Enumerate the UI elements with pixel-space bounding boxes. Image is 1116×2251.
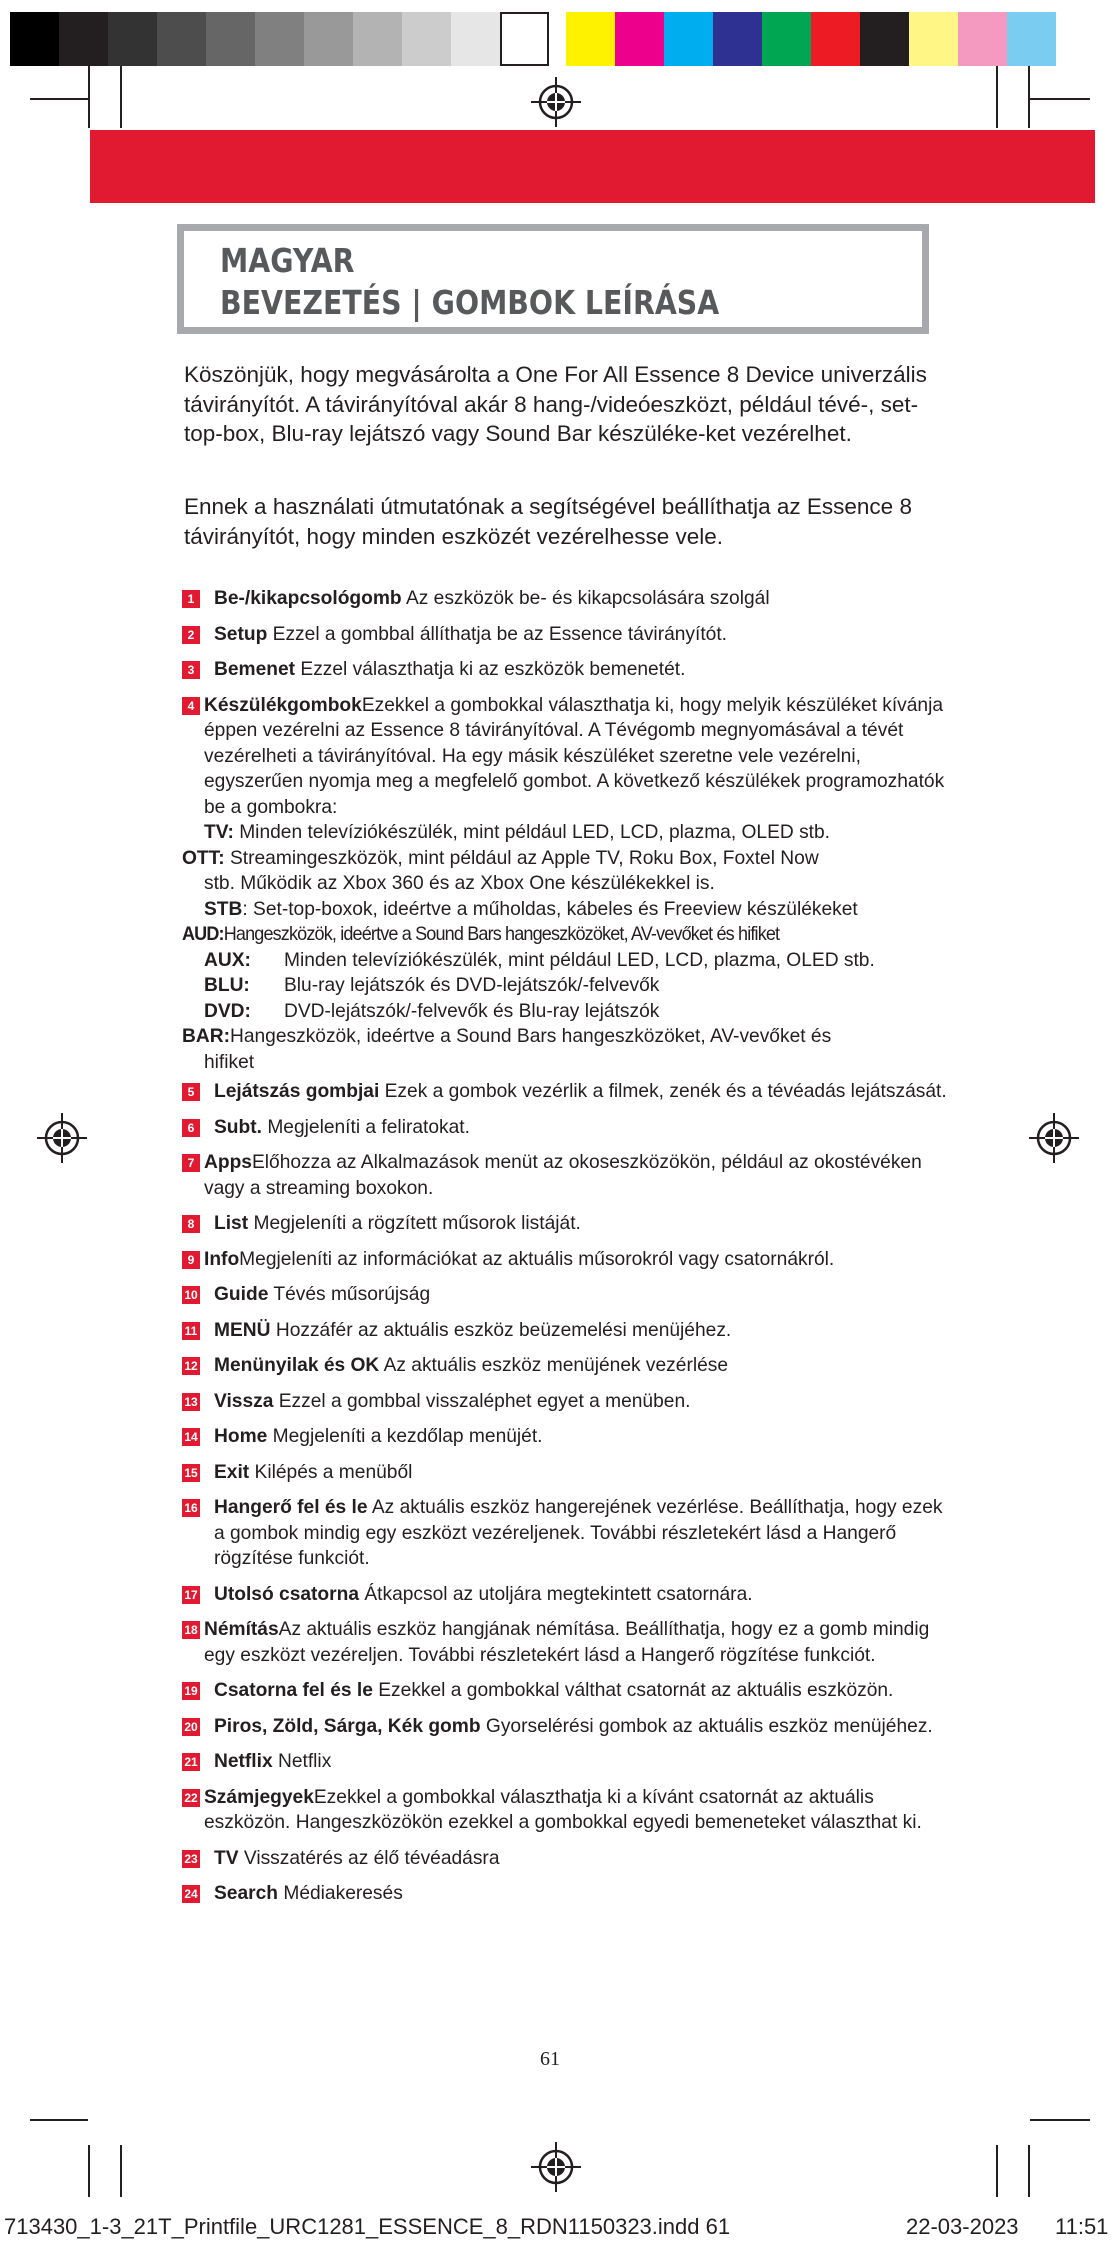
- color-swatch: [500, 12, 549, 66]
- item-desc: Átkapcsol az utoljára megtekintett csatornára.: [364, 1583, 753, 1605]
- crop-mark: [996, 66, 998, 128]
- item-name: MENÜ: [214, 1319, 271, 1341]
- item-desc: Előhozza az Alkalmazások menüt az okoseszközökön, például az okostévéken vagy a streaming boxokon.: [204, 1152, 922, 1199]
- item-name: Piros, Zöld, Sárga, Kék gomb: [214, 1715, 481, 1737]
- list-item: [182, 1460, 952, 1486]
- list-item: [182, 1749, 952, 1775]
- list-item: [182, 1714, 952, 1740]
- item-number: 6: [182, 1119, 200, 1137]
- color-swatch: [811, 12, 860, 66]
- item-desc: Hozzáfér az aktuális eszköz beüzemelési menüjéhez.: [275, 1319, 732, 1341]
- item-number: 14: [182, 1428, 200, 1446]
- item-name: Be-/kikapcsológomb: [214, 588, 402, 609]
- item-number: 13: [182, 1393, 200, 1411]
- list-item: [182, 622, 952, 648]
- item-name: Némítás: [204, 1619, 279, 1640]
- item-name: Csatorna fel és le: [214, 1680, 373, 1701]
- color-swatch: [353, 12, 402, 66]
- item-number: 2: [182, 626, 200, 644]
- item-number: 10: [182, 1286, 200, 1304]
- list-item: [182, 693, 952, 1076]
- item-desc: Megjeleníti az információkat az aktuális műsorokról vagy csatornákról.: [239, 1248, 835, 1270]
- crop-mark: [120, 2145, 122, 2197]
- accent-band: [90, 130, 1095, 203]
- item-desc: Megjeleníti a rögzített műsorok listáját.: [253, 1213, 581, 1234]
- device-row: DVD: DVD-lejátszók/-felvevők és Blu-ray lejátszók: [204, 1000, 660, 1022]
- intro-paragraph: Ennek a használati útmutatónak a segítségével beállíthatja az Essence 8 távirányítót, hogy minden eszközét vezérelhesse vele.: [184, 494, 912, 549]
- crop-mark: [1030, 2119, 1090, 2121]
- item-number: 19: [182, 1682, 200, 1700]
- item-name: TV: [214, 1847, 239, 1869]
- list-item: [182, 1247, 952, 1273]
- list-item: [182, 657, 952, 683]
- item-desc: Megjeleníti a kezdőlap menüjét.: [272, 1426, 543, 1447]
- item-name: Készülékgombok: [204, 694, 362, 716]
- item-name: Home: [214, 1426, 268, 1447]
- item-number: 9: [182, 1251, 200, 1269]
- item-number: 23: [182, 1850, 200, 1868]
- color-swatch: [1007, 12, 1056, 66]
- color-swatch: [762, 12, 811, 66]
- item-name: Számjegyek: [204, 1786, 314, 1808]
- item-number: 7: [182, 1154, 200, 1172]
- crop-mark: [1028, 66, 1030, 128]
- color-swatch: [860, 12, 909, 66]
- item-desc: Ezek a gombok vezérlik a filmek, zenék és a tévéadás lejátszását.: [384, 1081, 947, 1102]
- item-name: Bemenet: [214, 659, 296, 680]
- item-desc: Ezekkel a gombokkal válthat csatornát az aktuális eszközön.: [378, 1680, 894, 1701]
- item-number: 3: [182, 661, 200, 679]
- grayscale-color-bar: [10, 12, 549, 66]
- crop-mark: [30, 98, 88, 100]
- item-desc: Tévés műsorújság: [273, 1284, 431, 1305]
- color-swatch: [59, 12, 108, 66]
- item-name: Search: [214, 1883, 278, 1904]
- device-row: OTT: Streamingeszközök, mint például az Apple TV, Roku Box, Foxtel Now: [182, 847, 819, 869]
- registration-mark-icon: [1029, 1113, 1079, 1163]
- color-swatch: [451, 12, 500, 66]
- item-desc: Ezzel választhatja ki az eszközök bemenetét.: [300, 659, 686, 680]
- item-desc: Médiakeresés: [283, 1883, 403, 1904]
- section-title-box: [177, 224, 929, 334]
- item-desc: Ezzel a gombbal állíthatja be az Essence távirányítót.: [272, 623, 728, 645]
- crop-mark: [1028, 2145, 1030, 2197]
- color-swatch: [157, 12, 206, 66]
- item-desc: Netflix: [277, 1751, 332, 1772]
- device-row: BLU: Blu-ray lejátszók és DVD-lejátszók/-felvevők: [204, 975, 660, 996]
- list-item: [182, 1785, 952, 1836]
- item-name: Info: [204, 1248, 240, 1270]
- item-number: 20: [182, 1718, 200, 1736]
- item-name: Lejátszás gombjai: [214, 1081, 380, 1102]
- device-row: BAR:Hangeszközök, ideértve a Sound Bars hangeszközöket, AV-vevőket és: [182, 1026, 832, 1047]
- color-swatch: [10, 12, 59, 66]
- intro-paragraph: Köszönjük, hogy megvásárolta a One For All Essence 8 Device univerzális távirányítót. A távirányítóval akár 8 hang-/videóeszközt, például tévé-, set-top-box, Blu-ray lejátszó vagy Sound Bar készüléke-ket vezérelhet.: [184, 362, 927, 446]
- crop-mark: [88, 66, 90, 128]
- item-desc: Az aktuális eszköz menüjének vezérlése: [383, 1355, 729, 1376]
- section-title: BEVEZETÉS | GOMBOK LEÍRÁSA: [220, 283, 720, 322]
- list-item: [182, 1318, 952, 1344]
- list-item: [182, 1424, 952, 1450]
- list-item: [182, 586, 952, 612]
- item-desc: Ezzel a gombbal visszaléphet egyet a menüben.: [278, 1390, 691, 1412]
- color-swatch: [108, 12, 157, 66]
- list-item: [182, 1115, 952, 1141]
- color-swatch: [615, 12, 664, 66]
- list-item: [182, 1617, 952, 1668]
- list-item: [182, 1582, 952, 1608]
- list-item: [182, 1150, 952, 1201]
- item-name: Netflix: [214, 1751, 273, 1772]
- item-number: 8: [182, 1215, 200, 1233]
- item-desc: Az aktuális eszköz hangerejének vezérlése. Beállíthatja, hogy ezek a gombok mindig egy eszközt vezéreljenek. További részletekért lásd a Hangerő rögzítése funkciót.: [214, 1497, 943, 1569]
- item-desc: Az eszközök be- és kikapcsolására szolgál: [405, 588, 770, 609]
- list-item: [182, 1495, 952, 1572]
- list-item: [182, 1282, 952, 1308]
- crop-mark: [120, 66, 122, 128]
- slug-date: 22-03-2023: [906, 2214, 1019, 2239]
- device-row: stb. Működik az Xbox 360 és az Xbox One készülékekkel is.: [204, 873, 715, 894]
- page-number: 61: [540, 2048, 560, 2070]
- item-name: Guide: [214, 1284, 269, 1305]
- item-number: 11: [182, 1322, 200, 1340]
- item-number: 15: [182, 1464, 200, 1482]
- list-item: [182, 1846, 952, 1872]
- item-name: Exit: [214, 1461, 250, 1483]
- registration-mark-icon: [531, 77, 581, 127]
- item-desc: Megjeleníti a feliratokat.: [267, 1116, 470, 1138]
- item-number: 24: [182, 1885, 200, 1903]
- color-swatch: [909, 12, 958, 66]
- item-name: Menünyilak és OK: [214, 1355, 380, 1376]
- slug-time: 11:51: [1055, 2214, 1109, 2239]
- list-item: [182, 1211, 952, 1237]
- crop-mark: [996, 2145, 998, 2197]
- color-swatch: [206, 12, 255, 66]
- item-desc: Ezekkel a gombokkal választhatja ki, hogy melyik készüléket kívánja éppen vezérelni az Essence 8 távirányítóval. A Tévégomb megnyomásával a tévét vezérelheti a távirányítóval. Ha egy másik készüléket szeretne vele vezérelni, egyszerűen nyomja meg a megfelelő gombot. A következő készülékek programozhatók be a gombokra:: [204, 694, 945, 818]
- item-number: 12: [182, 1357, 200, 1375]
- item-name: Setup: [214, 623, 268, 645]
- file-slug: 713430_1-3_21T_Printfile_URC1281_ESSENCE_8_RDN1150323.indd 61: [4, 2214, 731, 2239]
- color-swatch: [566, 12, 615, 66]
- item-number: 21: [182, 1753, 200, 1771]
- item-desc: Gyorselérési gombok az aktuális eszköz menüjéhez.: [485, 1715, 933, 1737]
- device-row: AUX: Minden televíziókészülék, mint például LED, LCD, plazma, OLED stb.: [204, 949, 875, 971]
- item-number: 22: [182, 1789, 200, 1807]
- process-color-bar: [566, 12, 1056, 66]
- registration-mark-icon: [531, 2142, 581, 2192]
- color-swatch: [664, 12, 713, 66]
- item-number: 16: [182, 1499, 200, 1517]
- list-item: [182, 1881, 952, 1907]
- item-name: Subt.: [214, 1116, 262, 1138]
- color-swatch: [255, 12, 304, 66]
- device-row: STB: Set-top-boxok, ideértve a műholdas, kábeles és Freeview készülékeket: [204, 898, 858, 920]
- color-swatch: [402, 12, 451, 66]
- button-description-list: [182, 586, 952, 1917]
- item-number: 18: [182, 1621, 200, 1639]
- item-name: Utolsó csatorna: [214, 1583, 360, 1605]
- item-number: 5: [182, 1083, 200, 1101]
- item-desc: Ezekkel a gombokkal választhatja ki a kívánt csatornát az aktuális eszközön. Hangeszközökön ezekkel a gombokkal egyedi bemeneteket választhat ki.: [204, 1786, 922, 1833]
- color-swatch: [958, 12, 1007, 66]
- item-desc: Visszatérés az élő tévéadásra: [243, 1847, 500, 1869]
- list-item: [182, 1678, 952, 1704]
- item-name: Vissza: [214, 1390, 274, 1412]
- device-row: AUD:Hangeszközök, ideértve a Sound Bars hangeszközöket, AV-vevőket és hifiket: [182, 924, 780, 945]
- item-desc: Az aktuális eszköz hangjának némítása. Beállíthatja, hogy ez a gomb mindig egy eszközt vezéreljen. További részletekért lásd a Hangerő rögzítése funkciót.: [204, 1619, 930, 1666]
- registration-mark-icon: [37, 1113, 87, 1163]
- crop-mark: [30, 2119, 88, 2121]
- item-number: 4: [182, 697, 200, 715]
- item-name: Apps: [204, 1152, 252, 1173]
- color-swatch: [304, 12, 353, 66]
- item-number: 1: [182, 590, 200, 608]
- list-item: [182, 1353, 952, 1379]
- crop-mark: [1030, 98, 1090, 100]
- item-number: 17: [182, 1586, 200, 1604]
- list-item: [182, 1079, 952, 1105]
- item-name: Hangerő fel és le: [214, 1497, 368, 1518]
- color-swatch: [713, 12, 762, 66]
- item-desc: Kilépés a menüből: [254, 1461, 413, 1483]
- device-row: TV: Minden televíziókészülék, mint például LED, LCD, plazma, OLED stb.: [204, 822, 831, 843]
- list-item: [182, 1389, 952, 1415]
- crop-mark: [88, 2145, 90, 2197]
- language-title: MAGYAR: [220, 241, 355, 280]
- item-name: List: [214, 1213, 249, 1234]
- device-row: hifiket: [204, 1051, 255, 1073]
